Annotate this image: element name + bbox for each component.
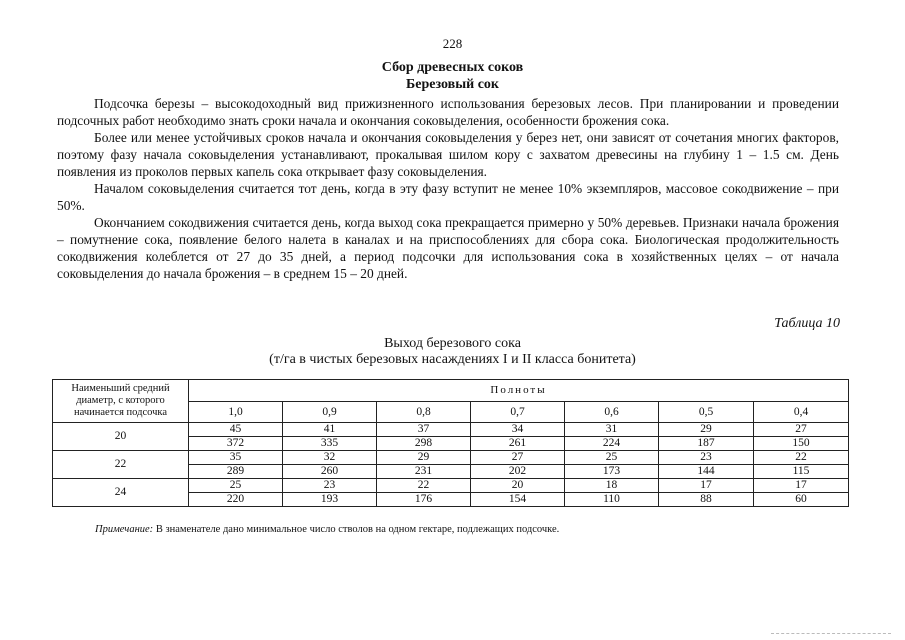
stem-count-cell: 144	[659, 465, 754, 479]
stem-count-cell: 115	[754, 465, 849, 479]
stem-count-cell: 289	[189, 465, 283, 479]
stem-count-cell: 202	[471, 465, 565, 479]
stem-count-cell: 335	[283, 437, 377, 451]
stem-count-cell: 154	[471, 493, 565, 507]
yield-cell: 34	[471, 423, 565, 437]
sap-yield-table	[52, 379, 849, 507]
yield-cell: 45	[189, 423, 283, 437]
stem-count-cell: 173	[565, 465, 659, 479]
yield-cell: 27	[471, 451, 565, 465]
stem-count-cell: 60	[754, 493, 849, 507]
diameter-cell: 20	[53, 423, 189, 451]
yield-cell: 29	[377, 451, 471, 465]
stem-count-cell: 187	[659, 437, 754, 451]
body-text	[57, 95, 839, 282]
stem-count-cell: 261	[471, 437, 565, 451]
yield-cell: 22	[377, 479, 471, 493]
stem-count-cell: 88	[659, 493, 754, 507]
yield-cell: 35	[189, 451, 283, 465]
corner-header: Наименьший средний диаметр, с которого начинается подсочка	[53, 380, 189, 423]
column-header: 0,7	[471, 401, 565, 423]
yield-cell: 17	[659, 479, 754, 493]
stem-count-cell: 220	[189, 493, 283, 507]
column-header: 0,9	[283, 401, 377, 423]
yield-cell: 23	[283, 479, 377, 493]
paragraph: Подсочка березы – высокодоходный вид прижизненного использования березовых лесов. При планировании и проведении подсочных работ необходимо знать сроки начала и окончания соковыделения, особенности брожения сока.	[57, 96, 839, 128]
table-caption: Выход березового сока	[384, 336, 521, 351]
yield-cell: 31	[565, 423, 659, 437]
diameter-cell: 24	[53, 479, 189, 507]
column-header: 0,4	[754, 401, 849, 423]
yield-cell: 25	[189, 479, 283, 493]
stem-count-cell: 193	[283, 493, 377, 507]
yield-cell: 37	[377, 423, 471, 437]
diameter-cell: 22	[53, 451, 189, 479]
table-caption-units: (т/га в чистых березовых насаждениях I и II класса бонитета)	[269, 352, 636, 367]
yield-cell: 29	[659, 423, 754, 437]
column-header: 0,6	[565, 401, 659, 423]
section-title: Сбор древесных соков	[381, 60, 524, 75]
section-subtitle: Березовый сок	[405, 77, 499, 92]
paragraph: Более или менее устойчивых сроков начала и окончания соковыделения у берез нет, они зависят от сочетания многих факторов, поэтому фазу начала соковыделения устанавливают, прокалывая шилом кору с захватом древесины на глубину 1 – 1.5 см. День появления из проколов первых капель сока открывает фазу соковыделения.	[57, 130, 839, 179]
group-header: Полноты	[189, 380, 849, 402]
stem-count-cell: 260	[283, 465, 377, 479]
column-header: 0,8	[377, 401, 471, 423]
note-label: Примечание:	[95, 524, 154, 535]
stem-count-cell: 110	[565, 493, 659, 507]
page-number: 228	[442, 36, 463, 51]
table-body	[53, 423, 849, 507]
column-header: 1,0	[189, 401, 283, 423]
yield-cell: 27	[754, 423, 849, 437]
yield-cell: 41	[283, 423, 377, 437]
table-row	[53, 479, 849, 493]
stem-count-cell: 298	[377, 437, 471, 451]
stem-count-cell: 372	[189, 437, 283, 451]
yield-cell: 25	[565, 451, 659, 465]
yield-cell: 23	[659, 451, 754, 465]
footer-divider	[771, 633, 891, 634]
yield-cell: 22	[754, 451, 849, 465]
yield-cell: 20	[471, 479, 565, 493]
stem-count-cell: 150	[754, 437, 849, 451]
table-label: Таблица 10	[774, 316, 840, 331]
table-note	[95, 524, 559, 535]
note-text: В знаменателе дано минимальное число стволов на одном гектаре, подлежащих подсочке.	[153, 524, 560, 535]
paragraph: Началом соковыделения считается тот день, когда в эту фазу вступит не менее 10% экземпляров, массовое сокодвижение – при 50%.	[57, 181, 839, 213]
stem-count-cell: 176	[377, 493, 471, 507]
yield-cell: 32	[283, 451, 377, 465]
table-row	[53, 451, 849, 465]
yield-cell: 17	[754, 479, 849, 493]
paragraph: Окончанием сокодвижения считается день, когда выход сока прекращается примерно у 50% деревьев. Признаки начала брожения – помутнение сока, появление белого налета в каналах и на приспособлениях для сбора сока. Биологическая продолжительность сокодвижения колеблется от 27 до 35 дней, а период подсочки для использования сока в хозяйственных целях – от начала соковыделения до начала брожения – в среднем 15 – 20 дней.	[57, 215, 839, 281]
table-row	[53, 423, 849, 437]
stem-count-cell: 231	[377, 465, 471, 479]
stem-count-cell: 224	[565, 437, 659, 451]
column-header: 0,5	[659, 401, 754, 423]
yield-cell: 18	[565, 479, 659, 493]
